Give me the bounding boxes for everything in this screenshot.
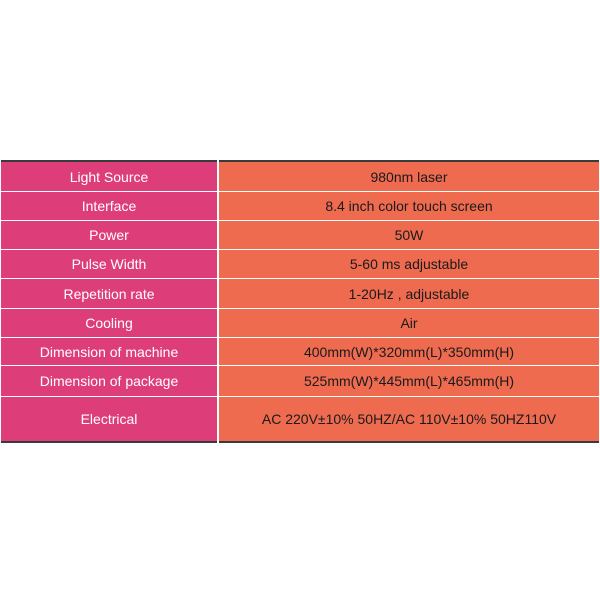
- table-row: [1, 366, 599, 397]
- spec-value-dimension-of-machine: 400mm(W)*320mm(L)*350mm(H): [218, 338, 599, 366]
- spec-value-pulse-width: 5-60 ms adjustable: [218, 250, 599, 279]
- spec-label-electrical: Electrical: [1, 397, 218, 443]
- table-row: [1, 192, 599, 221]
- table-row: [1, 250, 599, 279]
- table-row: [1, 397, 599, 443]
- spec-value-dimension-of-package: 525mm(W)*445mm(L)*465mm(H): [218, 366, 599, 397]
- spec-value-repetition-rate: 1-20Hz , adjustable: [218, 279, 599, 309]
- spec-label-dimension-of-machine: Dimension of machine: [1, 338, 218, 366]
- spec-label-pulse-width: Pulse Width: [1, 250, 218, 279]
- spec-label-interface: Interface: [1, 192, 218, 221]
- spec-label-repetition-rate: Repetition rate: [1, 279, 218, 309]
- spec-label-cooling: Cooling: [1, 309, 218, 338]
- table-row: [1, 309, 599, 338]
- spec-label-power: Power: [1, 221, 218, 250]
- spec-value-cooling: Air: [218, 309, 599, 338]
- table-row: [1, 161, 599, 192]
- spec-value-power: 50W: [218, 221, 599, 250]
- table-row: [1, 279, 599, 309]
- spec-value-electrical: AC 220V±10% 50HZ/AC 110V±10% 50HZ110V: [218, 397, 599, 443]
- table-row: [1, 221, 599, 250]
- spec-value-interface: 8.4 inch color touch screen: [218, 192, 599, 221]
- table-row: [1, 338, 599, 366]
- spec-label-light-source: Light Source: [1, 161, 218, 192]
- spec-value-light-source: 980nm laser: [218, 161, 599, 192]
- spec-label-dimension-of-package: Dimension of package: [1, 366, 218, 397]
- specification-table: [1, 160, 599, 443]
